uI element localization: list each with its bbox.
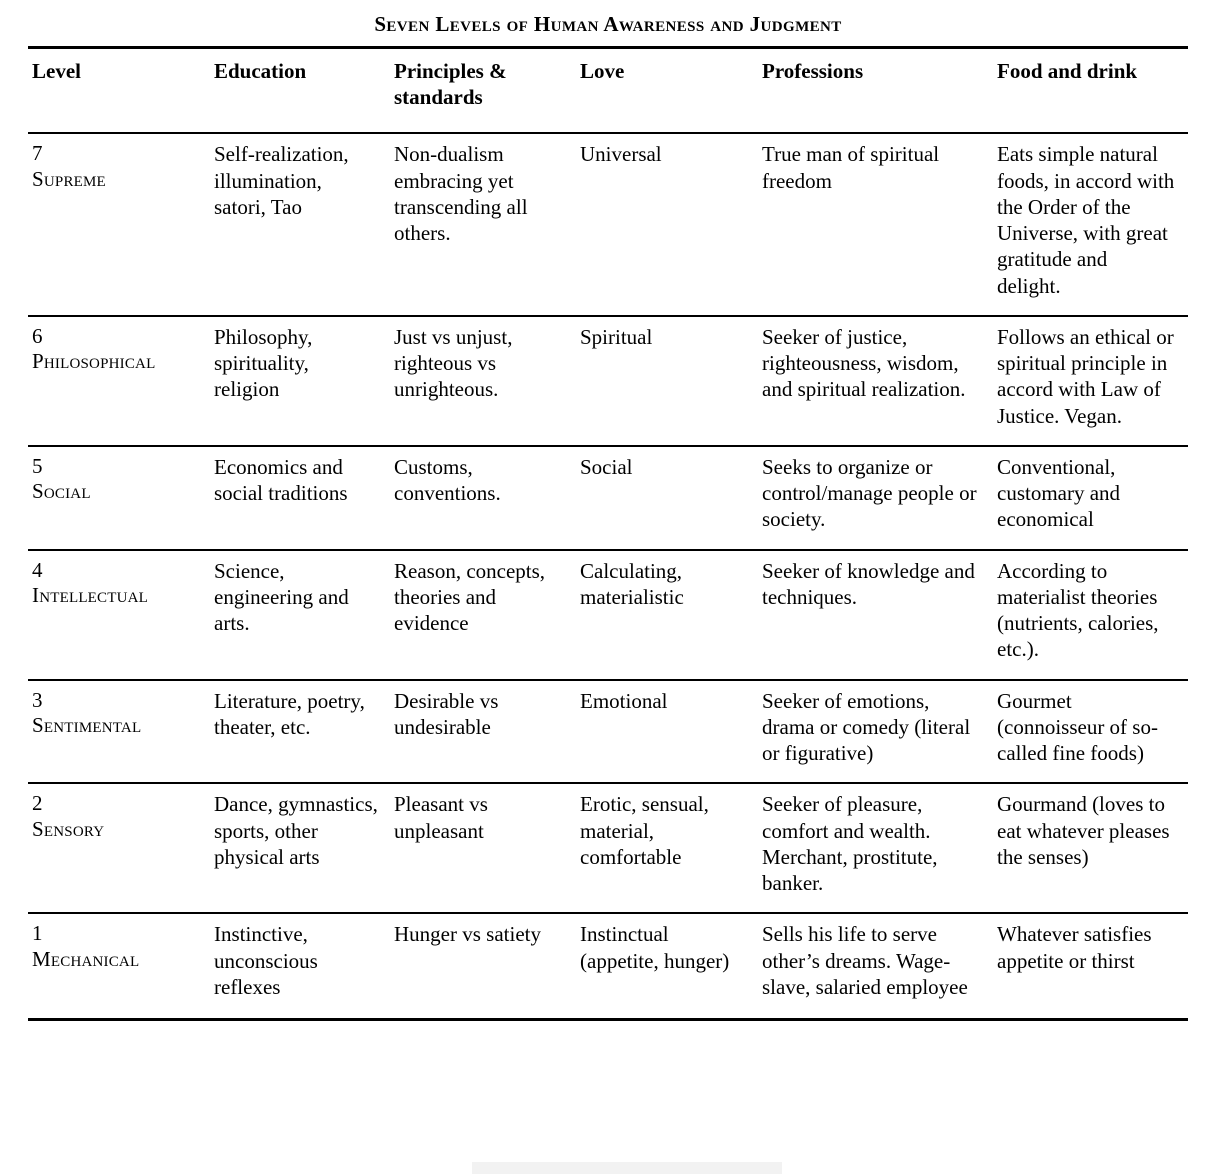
page-footer <box>0 1160 1216 1176</box>
cell-principles <box>390 913 576 1019</box>
cell-text: Economics and social traditions <box>214 454 348 506</box>
column-header-food: Food and drink <box>993 48 1188 134</box>
level-number: 3 <box>32 687 43 712</box>
cell-education <box>210 680 390 784</box>
cell-text: Hunger vs satiety <box>394 922 541 947</box>
cell-text: Emotional <box>580 688 668 713</box>
level-number: 4 <box>32 557 43 582</box>
cell-food <box>993 446 1188 550</box>
cell-text: Social <box>580 454 633 479</box>
cell-level <box>28 446 210 550</box>
cell-professions <box>758 316 993 446</box>
page-title: Seven Levels of Human Awareness and Judgment <box>374 12 842 36</box>
cell-text: Just vs unjust, righteous vs unrighteous. <box>394 324 513 402</box>
table-header <box>28 48 1188 134</box>
cell-text: Universal <box>580 142 662 167</box>
cell-text: Seeker of knowledge and techniques. <box>762 558 975 609</box>
cell-education <box>210 446 390 550</box>
cell-text: Spiritual <box>580 324 653 349</box>
cell-text: Seeks to organize or control/manage people or society. <box>762 454 977 532</box>
cell-text: Gourmet (connoisseur of so-called fine foods) <box>997 688 1158 766</box>
cell-text: Follows an ethical or spiritual principle in accord with Law of Justice. Vegan. <box>997 324 1174 428</box>
cell-principles <box>390 783 576 913</box>
cell-professions <box>758 680 993 784</box>
cell-text: Instinctive, unconscious reflexes <box>214 922 318 999</box>
cell-love <box>576 783 758 913</box>
cell-food <box>993 316 1188 446</box>
cell-text: Sells his life to serve other’s dreams. Wage-slave, salaried employee <box>762 922 968 999</box>
cell-text: Gourmand (loves to eat whatever pleases the senses) <box>997 792 1170 869</box>
level-number: 5 <box>32 453 43 478</box>
cell-love <box>576 446 758 550</box>
cell-level <box>28 913 210 1019</box>
level-name: Intellectual <box>32 583 149 608</box>
cell-education <box>210 913 390 1019</box>
level-name: Supreme <box>32 166 106 191</box>
cell-principles <box>390 316 576 446</box>
cell-professions <box>758 913 993 1019</box>
level-name: Sensory <box>32 816 105 841</box>
cell-education <box>210 316 390 446</box>
cell-text: Whatever satisfies appetite or thirst <box>997 922 1152 973</box>
cell-food <box>993 133 1188 316</box>
cell-text: Eats simple natural foods, in accord with the Order of the Universe, with great gratitude and delight. <box>997 142 1175 298</box>
cell-text: Calculating, materialistic <box>580 558 684 609</box>
awareness-levels-table <box>28 46 1188 1021</box>
column-header-love: Love <box>576 48 758 134</box>
table-row <box>28 316 1188 446</box>
cell-text: Seeker of emotions, drama or comedy (literal or figurative) <box>762 688 971 766</box>
cell-love <box>576 550 758 680</box>
cell-text: Dance, gymnastics, sports, other physical arts <box>214 792 378 869</box>
cell-text: Seeker of pleasure, comfort and wealth. Merchant, prostitute, banker. <box>762 792 938 896</box>
level-name: Social <box>32 479 91 504</box>
cell-text: Non-dualism embracing yet transcending all others. <box>394 142 528 246</box>
table-row <box>28 133 1188 316</box>
level-number: 7 <box>32 141 43 166</box>
level-name: Philosophical <box>32 349 156 374</box>
column-header-principles: Principles & standards <box>390 48 576 134</box>
table-row <box>28 550 1188 680</box>
cell-text: Science, engineering and arts. <box>214 558 349 636</box>
level-number: 1 <box>32 921 43 946</box>
table-row <box>28 446 1188 550</box>
level-name: Sentimental <box>32 713 142 738</box>
cell-text: Seeker of justice, righteousness, wisdom, and spiritual realization. <box>762 324 966 402</box>
column-header-education: Education <box>210 48 390 134</box>
column-header-level: Level <box>28 48 210 134</box>
cell-professions <box>758 550 993 680</box>
cell-level <box>28 133 210 316</box>
cell-love <box>576 913 758 1019</box>
cell-love <box>576 680 758 784</box>
column-header-professions: Professions <box>758 48 993 134</box>
footer-artifact <box>472 1162 782 1174</box>
cell-principles <box>390 133 576 316</box>
cell-text: True man of spiritual freedom <box>762 142 940 193</box>
cell-text: Desirable vs undesirable <box>394 688 499 739</box>
cell-text: Philosophy, spirituality, religion <box>214 324 313 402</box>
cell-text: Conventional, customary and economical <box>997 454 1121 532</box>
cell-text: Pleasant vs unpleasant <box>394 792 488 843</box>
cell-professions <box>758 446 993 550</box>
cell-food <box>993 680 1188 784</box>
cell-professions <box>758 783 993 913</box>
cell-level <box>28 680 210 784</box>
table-row <box>28 913 1188 1019</box>
level-number: 2 <box>32 791 43 816</box>
table-header-row <box>28 48 1188 134</box>
cell-education <box>210 783 390 913</box>
cell-text: Self-realization, illumination, satori, Tao <box>214 142 349 219</box>
cell-love <box>576 316 758 446</box>
level-number: 6 <box>32 323 43 348</box>
cell-education <box>210 133 390 316</box>
cell-food <box>993 783 1188 913</box>
cell-food <box>993 913 1188 1019</box>
cell-level <box>28 550 210 680</box>
table-row <box>28 783 1188 913</box>
cell-level <box>28 316 210 446</box>
cell-principles <box>390 680 576 784</box>
cell-principles <box>390 446 576 550</box>
cell-level <box>28 783 210 913</box>
cell-professions <box>758 133 993 316</box>
cell-education <box>210 550 390 680</box>
cell-text: Instinctual (appetite, hunger) <box>580 922 730 973</box>
cell-love <box>576 133 758 316</box>
cell-food <box>993 550 1188 680</box>
cell-text: According to materialist theories (nutrients, calories, etc.). <box>997 558 1159 662</box>
cell-text: Customs, conventions. <box>394 454 501 506</box>
cell-text: Literature, poetry, theater, etc. <box>214 688 365 739</box>
table-row <box>28 680 1188 784</box>
cell-text: Erotic, sensual, material, comfortable <box>580 792 709 869</box>
table-body <box>28 133 1188 1019</box>
level-name: Mechanical <box>32 946 140 971</box>
cell-principles <box>390 550 576 680</box>
cell-text: Reason, concepts, theories and evidence <box>394 558 546 636</box>
